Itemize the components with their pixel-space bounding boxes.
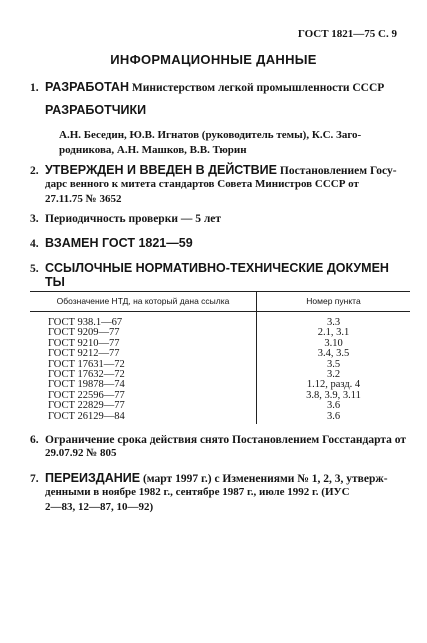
reference-table	[30, 291, 410, 424]
section-2-line-2: дарс венного к митета стандартов Совета Министров СССР от	[45, 178, 359, 190]
clause-cell: 3.10	[324, 337, 343, 349]
document-cell: ГОСТ 9209—77	[30, 328, 257, 338]
document-cell: ГОСТ 938.1—67	[30, 312, 257, 329]
section-1	[30, 80, 384, 95]
document-cell: ГОСТ 22829—77	[30, 401, 257, 411]
section-2	[30, 163, 397, 178]
section-text: (март 1997 г.) с Изменениями № 1, 2, 3, утверж-	[140, 473, 388, 485]
section-7-continuation	[45, 485, 350, 515]
page-title: ИНФОРМАЦИОННЫЕ ДАННЫЕ	[110, 52, 317, 67]
clause-cell: 3.3	[326, 317, 341, 328]
section-6-continuation: 29.07.92 № 805	[45, 447, 117, 459]
column-header-clause: Номер пункта	[257, 292, 411, 312]
developers-line-1: А.Н. Беседин, Ю.В. Игнатов (руководитель темы), К.С. Заго-	[59, 129, 362, 141]
section-text: Министерством легкой промышленности СССР	[128, 82, 385, 94]
column-header-document: Обозначение НТД, на который дана ссылка	[30, 292, 257, 312]
section-2-continuation	[45, 177, 359, 207]
table-row	[30, 312, 410, 329]
table-body	[30, 312, 410, 425]
clause-cell: 3.6	[326, 400, 341, 412]
document-cell: ГОСТ 19878—74	[30, 380, 257, 390]
section-number: 2.	[30, 165, 39, 177]
table-header-row	[30, 292, 410, 312]
clause-cell: 3.5	[326, 358, 341, 370]
section-number: 7.	[30, 473, 39, 485]
clause-cell: 3.2	[326, 369, 341, 381]
clause-cell: 3.8, 3.9, 3.11	[306, 389, 361, 401]
document-cell: ГОСТ 22596—77	[30, 391, 257, 401]
section-caption: ПЕРЕИЗДАНИЕ	[45, 471, 141, 485]
section-text: Периодичность проверки — 5 лет	[45, 213, 222, 225]
section-7-line-3: 2—83, 12—87, 10—92)	[45, 501, 154, 513]
section-7-line-2: денными в ноябре 1982 г., сентябре 1987 г., июле 1992 г. (ИУС	[45, 486, 350, 498]
section-number: 1.	[30, 82, 39, 94]
section-2-line-3: 27.11.75 № 3652	[45, 193, 122, 205]
document-cell: ГОСТ 9212—77	[30, 349, 257, 359]
section-text: Постановлением Госу-	[277, 165, 397, 177]
section-4	[30, 236, 193, 251]
document-cell: ГОСТ 17631—72	[30, 360, 257, 370]
table-row	[30, 412, 410, 424]
document-cell: ГОСТ 26129—84	[30, 412, 257, 424]
section-5	[30, 261, 389, 276]
section-3	[30, 212, 221, 226]
section-7	[30, 471, 388, 486]
section-caption: УТВЕРЖДЕН И ВВЕДЕН В ДЕЙСТВИЕ	[45, 163, 278, 177]
section-5-line-2: ТЫ	[45, 275, 65, 289]
section-number: 4.	[30, 238, 39, 250]
developers-list	[59, 128, 361, 158]
section-text: Ограничение срока действия снято Постановлением Госстандарта от	[45, 434, 407, 446]
page-header-reference: ГОСТ 1821—75 С. 9	[297, 28, 397, 40]
section-5-continuation	[45, 275, 65, 290]
section-caption: ВЗАМЕН ГОСТ 1821—59	[45, 236, 193, 250]
section-number: 6.	[30, 434, 39, 446]
developers-caption: РАЗРАБОТЧИКИ	[45, 103, 147, 117]
document-cell: ГОСТ 9210—77	[30, 339, 257, 349]
clause-cell: 1.12, разд. 4	[306, 379, 361, 391]
section-number: 3.	[30, 213, 39, 225]
clause-cell: 2.1, 3.1	[317, 327, 350, 339]
developers-line-2: родникова, А.Н. Машков, В.В. Тюрин	[59, 144, 247, 156]
section-number: 5.	[30, 263, 39, 275]
section-caption: ССЫЛОЧНЫЕ НОРМАТИВНО-ТЕХНИЧЕСКИЕ ДОКУМЕН	[45, 261, 389, 275]
clause-cell: 3.6	[326, 410, 341, 422]
clause-cell: 3.4, 3.5	[317, 348, 350, 360]
section-6	[30, 433, 406, 447]
section-caption: РАЗРАБОТАН	[45, 80, 129, 94]
document-cell: ГОСТ 17632—72	[30, 370, 257, 380]
developers-heading	[45, 103, 146, 118]
